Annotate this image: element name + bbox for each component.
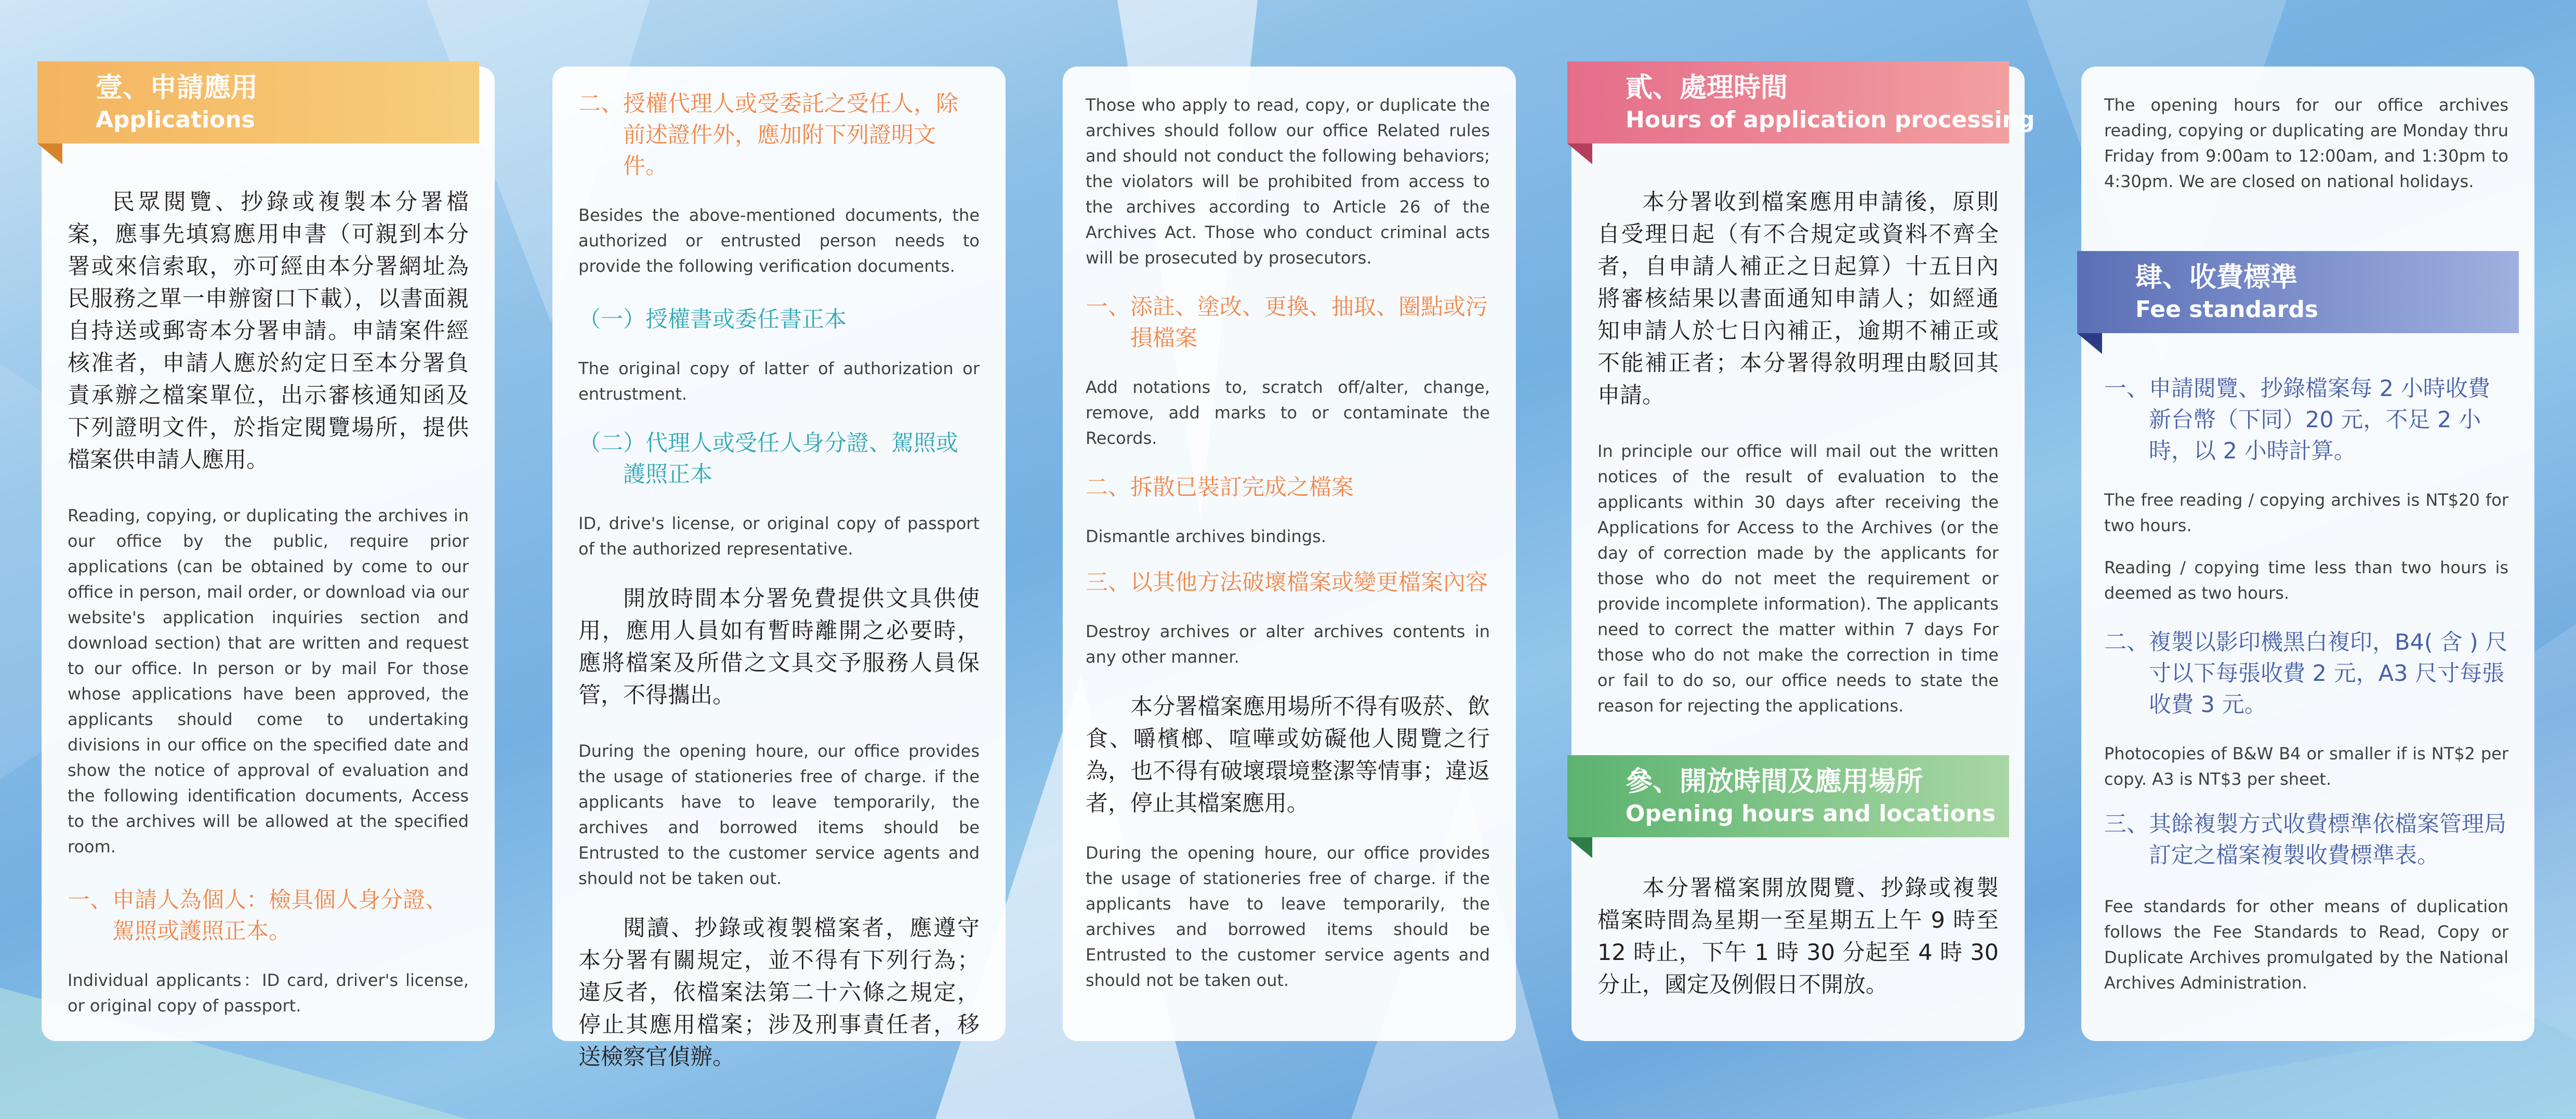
fee-reading-en: The free reading / copying archives is NT$20 for two hours.: [2104, 490, 2508, 535]
panel1-content: [68, 186, 469, 1019]
section-title-en: Hours of application processing: [1626, 107, 2035, 133]
application-zh-paragraph: 民眾閱覽、抄錄或複製本分署檔案，應事先填寫應用申書（可親到本分署或來信索取，亦可經由本分署網址為民服務之單一申辦窗口下載），以書面親自持送或郵寄本分署申請。申請案件經核准者，申請人應於約定日至本分署負責承辦之檔案單位，出示審核通知函及下列證明文件，於指定閱覽場所，提供檔案供申請人應用。: [68, 189, 469, 473]
authorized-agent-heading: 二、授權代理人或受委託之受任人，除前述證件外，應加附下列證明文件。: [578, 91, 958, 179]
rules-zh-paragraph: 閱讀、抄錄或複製檔案者，應遵守本分署有關規定，並不得有下列行為；違反者，依檔案法第二十六條之規定，停止其應用檔案；涉及刑事責任者，移送檢察官偵辦。: [578, 915, 980, 1070]
application-en-paragraph: Reading, copying, or duplicating the archives in our office by the public, require prior applications (can be obtained by come to our office in person, mail order, or download via our website's application inquiries section and download section) that are written and request to our office. In person or by mail For those whose applications have been approved, the applicants should come to undertaking divisions in our office on the specified date and show the notice of approval of evaluation and the following identification documents, Access to the archives will be allowed at the specified room.: [68, 506, 469, 857]
panel5-intro: [2104, 93, 2508, 194]
rule-bindings-heading: 二、拆散已裝訂完成之檔案: [1086, 475, 1354, 501]
panel-processing-hours: [1571, 67, 2035, 1041]
fee-photocopy-heading: 二、複製以影印機黑白複印，B4( 含 ) 尺寸以下每張收費 2 元，A3 尺寸每張收費 3 元。: [2104, 629, 2508, 718]
stationery-zh-paragraph: 開放時間本分署免費提供文具供使用，應用人員如有暫時離開之必要時，應將檔案及所借之文具交予服務人員保管，不得攜出。: [578, 586, 980, 708]
conduct-zh-paragraph: 本分署檔案應用場所不得有吸菸、飲食、嚼檳榔、喧嘩或妨礙他人閱覽之行為，也不得有破壞環境整潔等情事；違返者，停止其檔案應用。: [1086, 694, 1490, 817]
section-title-en: Opening hours and locations: [1626, 800, 1996, 827]
panel-applications: [42, 67, 495, 1041]
rules-en-paragraph: Those who apply to read, copy, or duplicate the archives should follow our office Related rules and should not conduct the following behaviors; the violators will be prohibited from access to the archives according to Article 26 of the Archives Act. Those who conduct criminal acts will be prosecuted by prosecutors.: [1086, 95, 1490, 268]
individual-applicant-heading: 一、申請人為個人：檢具個人身分證、駕照或護照正本。: [68, 887, 447, 944]
panel5-content: [2104, 373, 2508, 996]
panel4-content: [1597, 186, 1999, 719]
ribbon-fold: [37, 143, 62, 164]
section-title-en: Fee standards: [2135, 296, 2319, 323]
fee-other-heading: 三、其餘複製方式收費標準依檔案管理局訂定之檔案複製收費標準表。: [2104, 811, 2506, 868]
panel4-opening-content: [1597, 872, 1999, 1001]
fee-reading-heading: 一、申請閱覽、抄錄檔案每 2 小時收費新台幣（下同）20 元，不足 2 小時，以 2 小時計算。: [2104, 376, 2490, 464]
rule-alteration-en: Add notations to, scratch off/alter, change, remove, add marks to or contaminate the Records.: [1086, 377, 1490, 448]
rule-destroy-heading: 三、以其他方法破壞檔案或變更檔案內容: [1086, 570, 1488, 596]
ribbon-fold: [1567, 837, 1592, 858]
ribbon-applications: [37, 61, 479, 143]
rule-destroy-en: Destroy archives or alter archives contents in any other manner.: [1086, 622, 1490, 667]
processing-en-paragraph: In principle our office will mail out the written notices of the result of evaluation to the applicants within 30 days after receiving the Applications for Access to the Archives (or the day of correction made by the applicants for those who do not meet the requirement or provide incomplete information). The applicants need to correct the matter within 7 days For those who do not make the correction in time or fail to do so, our office needs to state the reason for rejecting the applications.: [1597, 441, 1999, 716]
conduct-en-paragraph: During the opening houre, our office provides the usage of stationeries free of charge. if the applicants have to leave temporarily, the archives and borrowed items should be Entrusted to the customer service agents and should not be taken out.: [1086, 843, 1490, 990]
processing-zh-paragraph: 本分署收到檔案應用申請後，原則自受理日起（有不合規定或資料不齊全者，自申請人補正之日起算）十五日內將審核結果以書面通知申請人；如經通知申請人於七日內補正，逾期不補正或不能補正者；本分署得敘明理由駁回其申請。: [1597, 189, 1999, 409]
panel-authorized-agents: [552, 67, 1006, 1070]
panel3-content: [1086, 93, 1490, 993]
authorization-letter-heading: （一）授權書或委任書正本: [578, 307, 847, 333]
panel-fee-standards: [2081, 67, 2534, 1041]
panel2-content: [578, 88, 980, 1073]
fee-other-en: Fee standards for other means of duplication follows the Fee Standards to Read, Copy or Duplicate Archives promulgated by the National Archives Administration.: [2104, 897, 2508, 993]
section-title-zh: 肆、收費標準: [2135, 262, 2298, 293]
individual-applicant-en: Individual applicants：ID card, driver's license, or original copy of passport.: [68, 970, 469, 1016]
rule-bindings-en: Dismantle archives bindings.: [1086, 526, 1326, 546]
ribbon-fee-standards: [2077, 251, 2519, 333]
opening-hours-en-paragraph: The opening hours for our office archives reading, copying or duplicating are Monday thru Friday from 9:00am to 12:00am, and 1:30pm to 4:30pm. We are closed on national holidays.: [2104, 95, 2508, 191]
stationery-en-paragraph: During the opening houre, our office provides the usage of stationeries free of charge. if the applicants have to leave temporarily, the archives and borrowed items should be Entrusted to the customer service agents and should not be taken out.: [578, 741, 980, 888]
ribbon-processing: [1567, 61, 2035, 143]
agent-id-heading: （二）代理人或受任人身分證、駕照或護照正本: [578, 430, 958, 488]
fee-reading-min-en: Reading / copying time less than two hours is deemed as two hours.: [2104, 558, 2508, 603]
fee-photocopy-en: Photocopies of B&W B4 or smaller if is NT$2 per copy. A3 is NT$3 per sheet.: [2104, 744, 2508, 789]
agent-id-en: ID, drive's license, or original copy of passport of the authorized representative.: [578, 514, 980, 559]
panel-prohibited-behaviors: [1063, 67, 1516, 1041]
section-title-zh: 壹、申請應用: [96, 72, 258, 103]
section-title-zh: 貳、處理時間: [1626, 72, 1788, 103]
section-title-en: Applications: [96, 107, 255, 133]
section-title-zh: 參、開放時間及應用場所: [1626, 766, 1923, 797]
ribbon-fold: [2077, 333, 2102, 354]
ribbon-opening-hours: [1567, 755, 2009, 837]
rule-alteration-heading: 一、添註、塗改、更換、抽取、圈點或污損檔案: [1086, 294, 1488, 351]
opening-hours-zh-paragraph: 本分署檔案開放閱覽、抄錄或複製檔案時間為星期一至星期五上午 9 時至 12 時止，下午 1 時 30 分起至 4 時 30 分止，國定及例假日不開放。: [1597, 875, 1999, 998]
authorization-letter-en: The original copy of latter of authorization or entrustment.: [578, 359, 980, 404]
ribbon-fold: [1567, 143, 1592, 164]
authorized-agent-en: Besides the above-mentioned documents, the authorized or entrusted person needs to provide the following verification documents.: [578, 205, 980, 276]
